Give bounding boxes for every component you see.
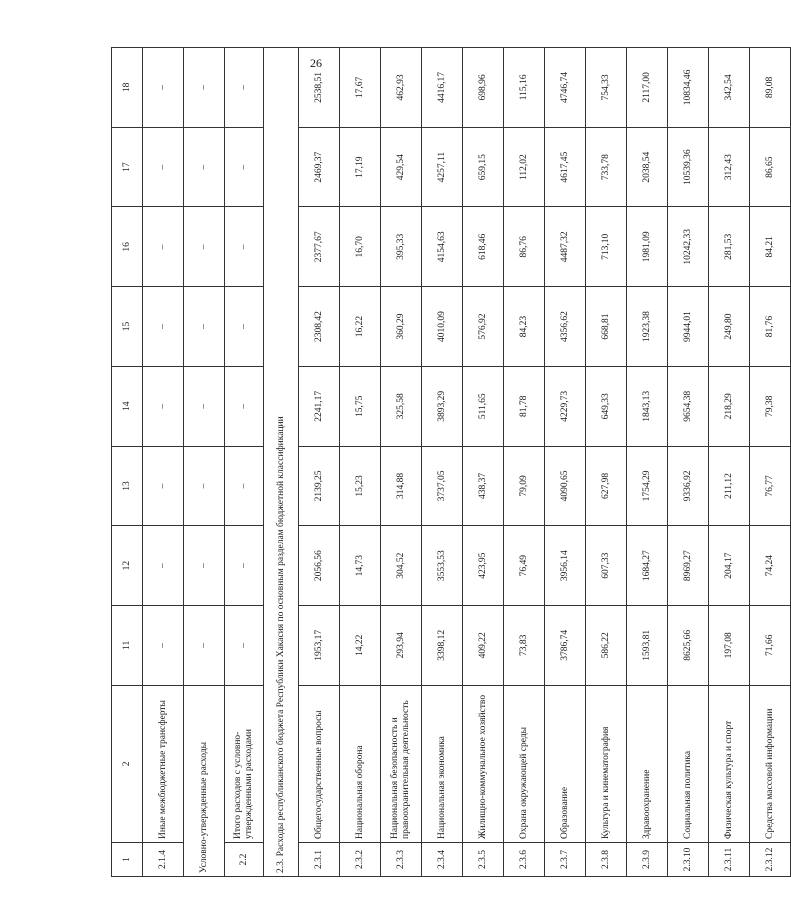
row-name: Общегосударственные вопросы (299, 685, 340, 842)
value-cell: – (143, 287, 184, 367)
value-cell: 14,73 (340, 526, 381, 606)
value-cell: 204,17 (709, 526, 750, 606)
value-cell: 4487,32 (545, 207, 586, 287)
row-name: Условно-утвержденные расходы (184, 685, 225, 876)
value-cell: 84,21 (750, 207, 791, 287)
value-cell: 4746,74 (545, 48, 586, 128)
value-cell: 86,76 (504, 207, 545, 287)
value-cell: 713,10 (586, 207, 627, 287)
value-cell: 3398,12 (422, 606, 463, 686)
value-cell: 576,92 (463, 287, 504, 367)
value-cell: 649,33 (586, 366, 627, 446)
value-cell: 438,37 (463, 446, 504, 526)
value-cell: 79,38 (750, 366, 791, 446)
value-cell: 84,23 (504, 287, 545, 367)
value-cell: 9654,38 (668, 366, 709, 446)
table-row (299, 48, 340, 877)
value-cell: – (184, 48, 225, 128)
row-code: 2.3.7 (545, 843, 586, 877)
value-cell: 304,52 (381, 526, 422, 606)
row-code: 2.3.2 (340, 843, 381, 877)
table-row (750, 48, 791, 877)
row-code: 2.3.5 (463, 843, 504, 877)
value-cell: – (143, 48, 184, 128)
value-cell: 1981,09 (627, 207, 668, 287)
header-cell: 18 (112, 48, 143, 128)
value-cell: 2038,54 (627, 127, 668, 207)
value-cell: 360,29 (381, 287, 422, 367)
value-cell: – (143, 127, 184, 207)
row-name: Культура и кинематография (586, 685, 627, 842)
table-row (184, 48, 225, 877)
header-cell: 2 (112, 685, 143, 842)
section-title: 2.3. Расходы республиканского бюджета Республики Хакасия по основным разделам бюджетной классификации (264, 48, 299, 877)
value-cell: 1953,17 (299, 606, 340, 686)
value-cell: – (225, 366, 264, 446)
value-cell: 586,22 (586, 606, 627, 686)
header-cell: 15 (112, 287, 143, 367)
header-row (112, 48, 143, 877)
value-cell: 218,29 (709, 366, 750, 446)
value-cell: 4010,09 (422, 287, 463, 367)
value-cell: 76,77 (750, 446, 791, 526)
value-cell: – (225, 526, 264, 606)
value-cell: 8969,27 (668, 526, 709, 606)
value-cell: – (184, 127, 225, 207)
value-cell: 4090,65 (545, 446, 586, 526)
table-row (463, 48, 504, 877)
value-cell: – (184, 207, 225, 287)
table-row (504, 48, 545, 877)
value-cell: 2117,00 (627, 48, 668, 128)
value-cell: 3956,14 (545, 526, 586, 606)
value-cell: – (225, 287, 264, 367)
value-cell: 4356,62 (545, 287, 586, 367)
value-cell: 3553,53 (422, 526, 463, 606)
value-cell: – (184, 446, 225, 526)
value-cell: – (225, 48, 264, 128)
value-cell: 86,65 (750, 127, 791, 207)
value-cell: 312,43 (709, 127, 750, 207)
header-cell: 13 (112, 446, 143, 526)
value-cell: 698,96 (463, 48, 504, 128)
value-cell: 733,78 (586, 127, 627, 207)
row-name: Национальная экономика (422, 685, 463, 842)
value-cell: – (225, 207, 264, 287)
value-cell: 112,02 (504, 127, 545, 207)
row-name: Физическая культура и спорт (709, 685, 750, 842)
header-cell: 17 (112, 127, 143, 207)
header-cell: 1 (112, 843, 143, 877)
row-code: 2.3.12 (750, 843, 791, 877)
value-cell: 3786,74 (545, 606, 586, 686)
value-cell: 395,33 (381, 207, 422, 287)
value-cell: 754,33 (586, 48, 627, 128)
value-cell: 409,22 (463, 606, 504, 686)
table-row (143, 48, 184, 877)
row-name: Национальная оборона (340, 685, 381, 842)
value-cell: 15,23 (340, 446, 381, 526)
row-name: Итого расходов с условно-утвержденными расходами (225, 685, 264, 842)
value-cell: 2308,42 (299, 287, 340, 367)
header-cell: 16 (112, 207, 143, 287)
value-cell: 10242,33 (668, 207, 709, 287)
data-rows (299, 48, 791, 877)
value-cell: 249,80 (709, 287, 750, 367)
value-cell: 79,09 (504, 446, 545, 526)
value-cell: – (184, 606, 225, 686)
header-cell: 11 (112, 606, 143, 686)
table-row (668, 48, 709, 877)
table-row (381, 48, 422, 877)
value-cell: 9336,92 (668, 446, 709, 526)
value-cell: – (184, 526, 225, 606)
value-cell: 4154,63 (422, 207, 463, 287)
table-row (627, 48, 668, 877)
value-cell: 81,76 (750, 287, 791, 367)
table-row (422, 48, 463, 877)
value-cell: 16,70 (340, 207, 381, 287)
value-cell: 74,24 (750, 526, 791, 606)
value-cell: 71,66 (750, 606, 791, 686)
table-row (225, 48, 264, 877)
value-cell: 429,54 (381, 127, 422, 207)
row-code: 2.3.3 (381, 843, 422, 877)
value-cell: – (143, 366, 184, 446)
value-cell: 3893,29 (422, 366, 463, 446)
page-number: 26 (310, 56, 322, 70)
value-cell: 607,33 (586, 526, 627, 606)
value-cell: 2469,37 (299, 127, 340, 207)
value-cell: 2538,51 (299, 48, 340, 128)
value-cell: 16,22 (340, 287, 381, 367)
value-cell: 10834,46 (668, 48, 709, 128)
value-cell: 115,16 (504, 48, 545, 128)
value-cell: – (143, 526, 184, 606)
row-code: 2.3.8 (586, 843, 627, 877)
value-cell: 1923,38 (627, 287, 668, 367)
value-cell: 4416,17 (422, 48, 463, 128)
header-cell: 12 (112, 526, 143, 606)
value-cell: 76,49 (504, 526, 545, 606)
value-cell: 4257,11 (422, 127, 463, 207)
value-cell: 314,88 (381, 446, 422, 526)
value-cell: 3737,05 (422, 446, 463, 526)
value-cell: 511,65 (463, 366, 504, 446)
value-cell: – (225, 127, 264, 207)
value-cell: 325,58 (381, 366, 422, 446)
value-cell: 10539,36 (668, 127, 709, 207)
value-cell: 4617,45 (545, 127, 586, 207)
row-code: 2.3.6 (504, 843, 545, 877)
value-cell: 17,67 (340, 48, 381, 128)
value-cell: – (143, 446, 184, 526)
value-cell: 627,98 (586, 446, 627, 526)
row-name: Социальная политика (668, 685, 709, 842)
value-cell: 81,78 (504, 366, 545, 446)
row-code: 2.3.1 (299, 843, 340, 877)
value-cell: 2377,67 (299, 207, 340, 287)
value-cell: 197,08 (709, 606, 750, 686)
value-cell: 2241,17 (299, 366, 340, 446)
row-name: Национальная безопасность и правоохранительная деятельность (381, 685, 422, 842)
value-cell: 1843,13 (627, 366, 668, 446)
value-cell: 342,54 (709, 48, 750, 128)
value-cell: 9944,01 (668, 287, 709, 367)
row-name: Охрана окружающей среды (504, 685, 545, 842)
value-cell: 659,15 (463, 127, 504, 207)
value-cell: – (225, 606, 264, 686)
value-cell: – (225, 446, 264, 526)
value-cell: – (143, 207, 184, 287)
value-cell: 2056,56 (299, 526, 340, 606)
row-name: Жилищно-коммунальное хозяйство (463, 685, 504, 842)
value-cell: 15,75 (340, 366, 381, 446)
value-cell: 618,46 (463, 207, 504, 287)
value-cell: 211,12 (709, 446, 750, 526)
value-cell: 8625,66 (668, 606, 709, 686)
row-name: Образование (545, 685, 586, 842)
value-cell: 281,53 (709, 207, 750, 287)
rotated-table-container (111, 47, 775, 877)
row-name: Иные межбюджетные трансферты (143, 685, 184, 842)
value-cell: 14,22 (340, 606, 381, 686)
row-code: 2.1.4 (143, 843, 184, 877)
table-row (340, 48, 381, 877)
value-cell: – (184, 366, 225, 446)
section-title-row (264, 48, 299, 877)
value-cell: 668,81 (586, 287, 627, 367)
value-cell: 4229,73 (545, 366, 586, 446)
row-code: 2.3.4 (422, 843, 463, 877)
value-cell: 293,94 (381, 606, 422, 686)
value-cell: 1684,27 (627, 526, 668, 606)
row-code: 2.3.9 (627, 843, 668, 877)
table-row (709, 48, 750, 877)
value-cell: 462,93 (381, 48, 422, 128)
table-row (545, 48, 586, 877)
value-cell: 1593,81 (627, 606, 668, 686)
row-name: Средства массовой информации (750, 685, 791, 842)
value-cell: 2139,25 (299, 446, 340, 526)
value-cell: 423,95 (463, 526, 504, 606)
value-cell: 1754,29 (627, 446, 668, 526)
header-cell: 14 (112, 366, 143, 446)
row-code: 2.3.10 (668, 843, 709, 877)
row-name: Здравоохранение (627, 685, 668, 842)
value-cell: 73,83 (504, 606, 545, 686)
value-cell: 89,08 (750, 48, 791, 128)
value-cell: – (184, 287, 225, 367)
budget-table (111, 47, 791, 877)
row-code: 2.3.11 (709, 843, 750, 877)
value-cell: – (143, 606, 184, 686)
table-row (586, 48, 627, 877)
row-code: 2.2 (225, 843, 264, 877)
value-cell: 17,19 (340, 127, 381, 207)
